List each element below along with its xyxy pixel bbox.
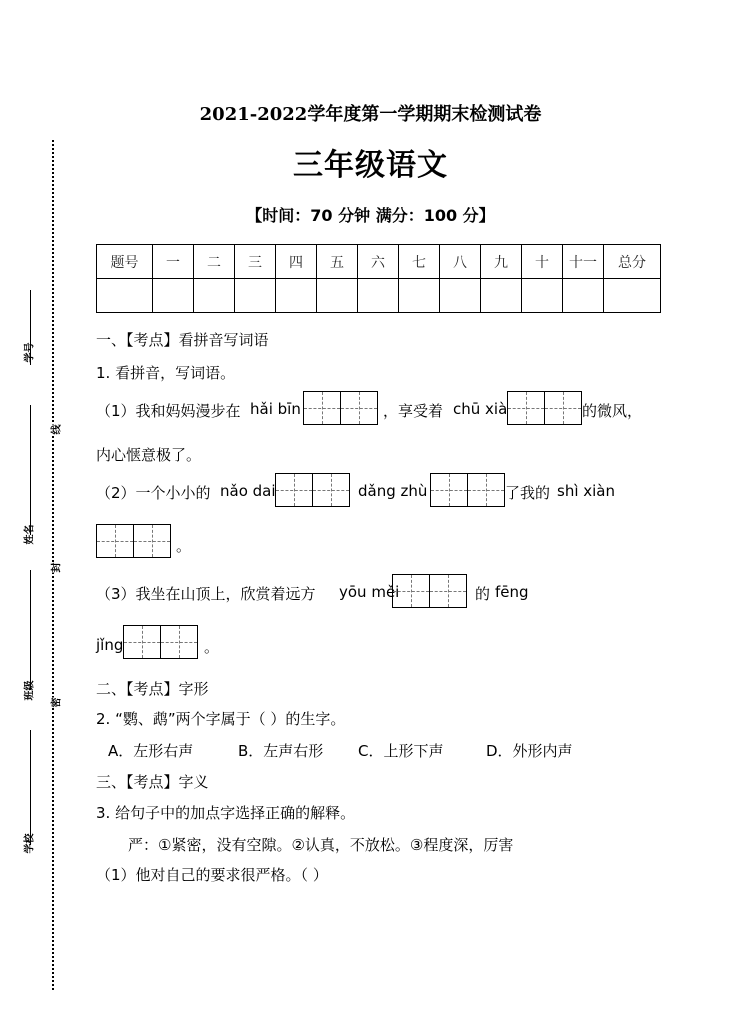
answer-grid-youmei[interactable] [392, 574, 467, 608]
answer-grid-naodai[interactable] [275, 473, 350, 507]
score-cell[interactable] [358, 279, 399, 313]
q1-s3-text-b: 的 [475, 585, 491, 603]
score-table-score-row [97, 279, 661, 313]
score-cell[interactable] [276, 279, 317, 313]
q1-s2-pinyin3: shì xiàn [557, 482, 616, 500]
seal-line-char: 线 [48, 425, 63, 435]
q1-s2-end: 。 [176, 537, 192, 555]
score-header-cell: 题号 [97, 245, 153, 279]
name-line [30, 405, 31, 535]
answer-grid-shixian[interactable] [96, 524, 171, 558]
school-line [30, 730, 31, 845]
section1-heading: 一、【考点】看拼音写词语 [96, 331, 269, 349]
q1-s2-pinyin1: nǎo dai [220, 482, 276, 500]
score-cell[interactable] [194, 279, 235, 313]
q2-option-b[interactable]: B．左声右形 [238, 742, 324, 760]
score-cell[interactable] [481, 279, 522, 313]
score-header-cell: 八 [440, 245, 481, 279]
class-line [30, 570, 31, 690]
score-cell[interactable] [97, 279, 153, 313]
q1-s3-end: 。 [204, 638, 220, 656]
q1-s3-pinyin1: yōu měi [339, 583, 400, 601]
school-label: 学校 [24, 833, 36, 854]
question1-prompt: 1. 看拼音，写词语。 [96, 364, 236, 382]
q1-s1-pinyin2: chū xià [453, 400, 508, 418]
score-header-cell: 一 [153, 245, 194, 279]
score-cell[interactable] [563, 279, 604, 313]
seal-secret-char: 密 [48, 698, 63, 708]
score-header-cell: 四 [276, 245, 317, 279]
seal-seal-char: 封 [48, 563, 63, 573]
score-cell[interactable] [317, 279, 358, 313]
score-cell[interactable] [153, 279, 194, 313]
score-header-cell: 十 [522, 245, 563, 279]
q3-sentence1: （1）他对自己的要求很严格。（ ） [96, 866, 328, 884]
score-table-header-row [97, 245, 661, 279]
score-header-cell: 六 [358, 245, 399, 279]
score-header-cell: 七 [399, 245, 440, 279]
score-header-cell: 九 [481, 245, 522, 279]
q1-s3-pinyin3: jǐng [96, 636, 124, 654]
q1-s2-pinyin2: dǎng zhù [358, 482, 428, 500]
score-cell[interactable] [399, 279, 440, 313]
q2-option-d[interactable]: D．外形内声 [486, 742, 573, 760]
class-label: 班级 [24, 680, 36, 701]
score-header-cell: 总分 [604, 245, 661, 279]
name-label: 姓名 [24, 524, 36, 545]
student-id-label: 学号 [24, 342, 36, 363]
q1-s1-text-a: （1）我和妈妈漫步在 [96, 402, 241, 420]
q1-s1-text-d: 内心惬意极了。 [96, 446, 202, 464]
answer-grid-fengjing[interactable] [123, 625, 198, 659]
q1-s2-text-a: （2）一个小小的 [96, 484, 211, 502]
score-cell[interactable] [235, 279, 276, 313]
q2-option-a[interactable]: A．左形右声 [108, 742, 194, 760]
question2-prompt: 2. “鹦、鹉”两个字属于（ ）的生字。 [96, 710, 346, 728]
section2-heading: 二、【考点】字形 [96, 680, 209, 698]
q2-option-c[interactable]: C．上形下声 [358, 742, 444, 760]
score-cell[interactable] [522, 279, 563, 313]
exam-meta: 【时间：70 分钟 满分：100 分】 [246, 206, 495, 225]
answer-grid-dangzhu[interactable] [430, 473, 505, 507]
score-header-cell: 五 [317, 245, 358, 279]
subject-title: 三年级语文 [293, 148, 448, 183]
q1-s1-text-b: ，享受着 [383, 402, 444, 420]
score-cell[interactable] [604, 279, 661, 313]
score-header-cell: 二 [194, 245, 235, 279]
q1-s2-text-b: 了我的 [505, 484, 551, 502]
score-header-cell: 十一 [563, 245, 604, 279]
section3-heading: 三、【考点】字义 [96, 773, 209, 791]
question3-prompt: 3. 给句子中的加点字选择正确的解释。 [96, 804, 356, 822]
score-header-cell: 三 [235, 245, 276, 279]
q3-definition: 严：①紧密，没有空隙。②认真，不放松。③程度深，厉害 [128, 836, 514, 854]
q1-s3-text-a: （3）我坐在山顶上，欣赏着远方 [96, 585, 316, 603]
exam-title: 2021-2022学年度第一学期期末检测试卷 [199, 104, 542, 125]
answer-grid-haibin[interactable] [303, 391, 378, 425]
q1-s1-text-c: 的微风， [582, 402, 643, 420]
answer-grid-chuxia[interactable] [507, 391, 582, 425]
score-table [96, 244, 661, 313]
q1-s3-pinyin2: fēng [495, 583, 529, 601]
q1-s1-pinyin1: hǎi bīn [250, 400, 301, 418]
score-cell[interactable] [440, 279, 481, 313]
